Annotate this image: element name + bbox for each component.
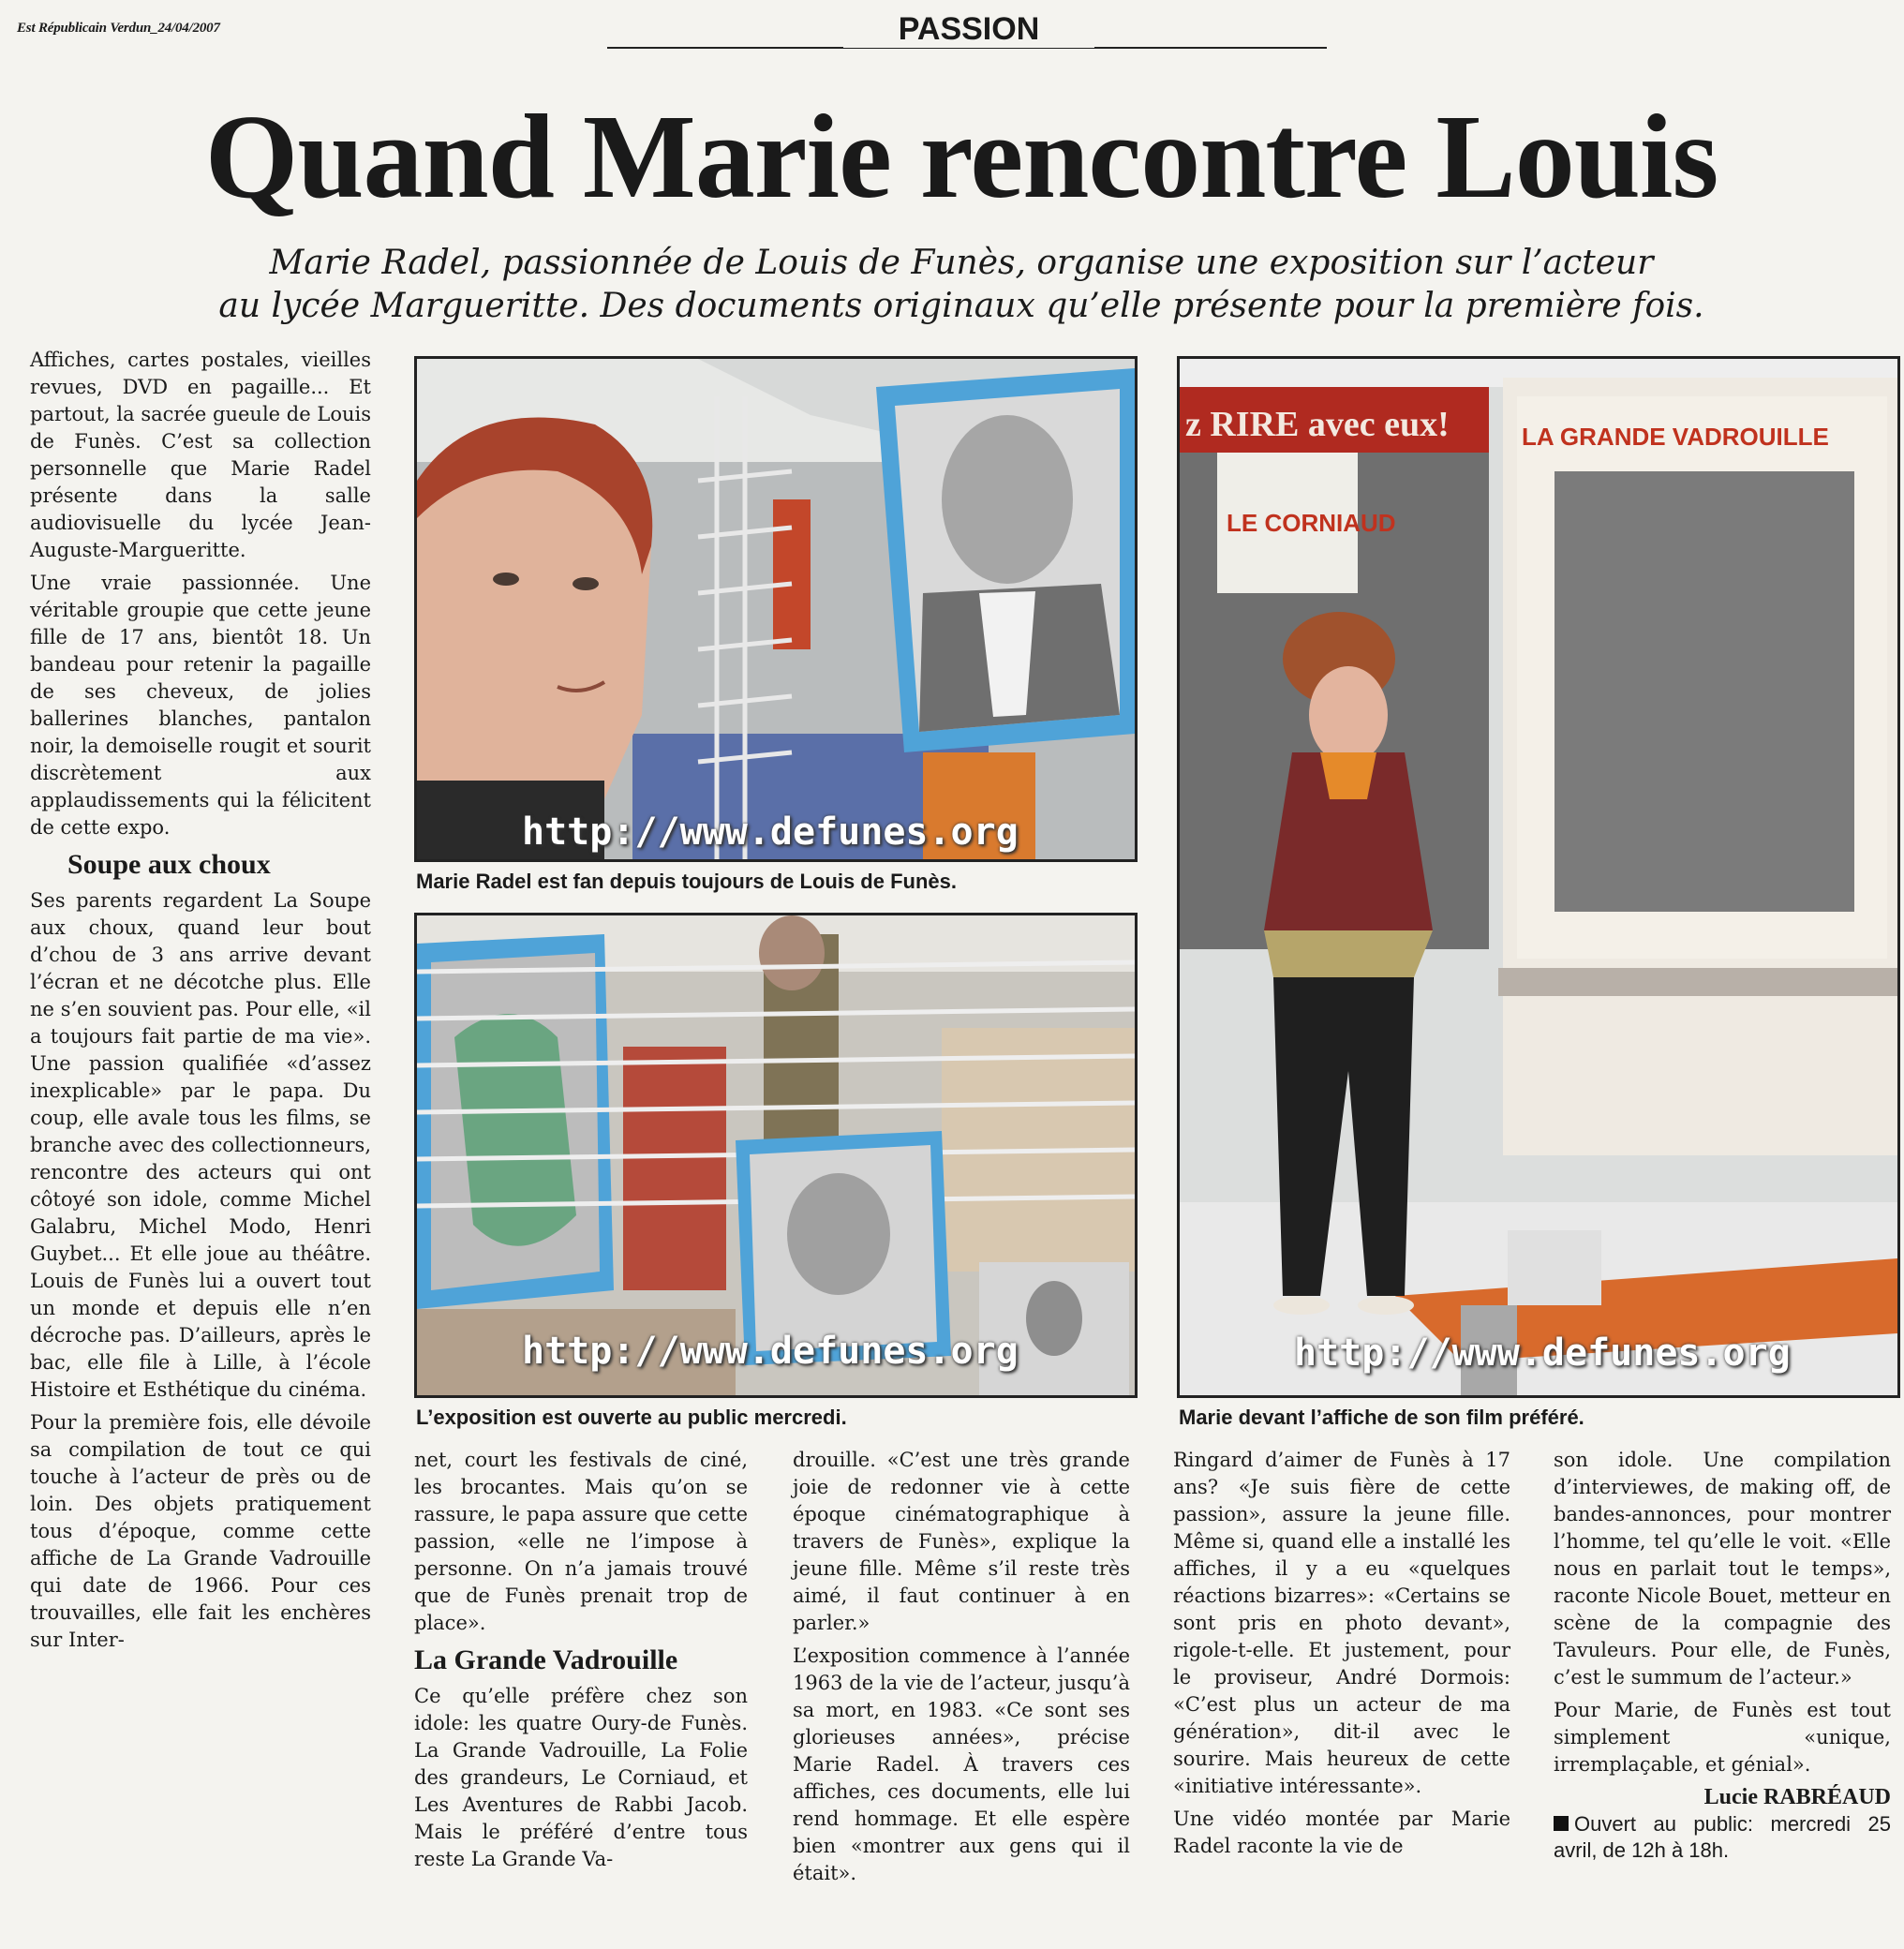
col1-paragraph-2: Une vraie passionnée. Une véritable groupie que cette jeune fille de 17 ans, bientôt 18. Un bandeau pour retenir la pagaille de ses cheveux, de jolies ballerines blanches, pantalon noir, la demoiselle rougit et sourit discrètement aux applaudissements qui la félicitent de cette expo. [30,572,371,839]
photo1-watermark: http://www.defunes.org [522,811,1019,854]
photo3-watermark: http://www.defunes.org [1294,1332,1791,1375]
col4-paragraph-1: Ringard d’aimer de Funès à 17 ans? «Je suis fière de cette passion», assure la jeune fille. Même si, quand elle a installé les affiches, il y a eu «quelques réactions bizarres»: «Certains se sont pris en photo devant», rigole-t-elle. Et justement, pour le proviseur, André Dormois: «C’est plus un acteur de ma génération», dit-il avec le sourire. Mais heureux de cette «initiative intéressante». [1173,1449,1510,1797]
photo2-caption: L’exposition est ouverte au public mercredi. [416,1406,847,1429]
author-signature: Lucie RABRÉAUD [1703,1785,1891,1809]
source-line: Est Républicain Verdun_24/04/2007 [17,21,220,36]
col2-paragraph-1: net, court les festivals de ciné, les brocantes. Mais qu’on se rassure, le papa assure que cette passion, «elle ne l’impose à personne. On n’a jamais trouvé que de Funès prenait trop de place». [414,1449,748,1634]
photo-marie-portrait-image [417,359,1135,859]
chapeau-line-1: Marie Radel, passionnée de Louis de Funès, organise une exposition sur l’acteur [269,244,1654,282]
photo1-caption: Marie Radel est fan depuis toujours de Louis de Funès. [416,870,957,893]
rubric-label: PASSION [843,11,1094,48]
col3-paragraph-2: L’exposition commence à l’année 1963 de la vie de l’acteur, jusqu’à sa mort, en 1983. «Ce sont ses glorieuses années», précise Marie Radel. À travers ces affiches, ces documents, elle lui rend hommage. Et elle espère bien «montrer aux gens qui il était». [793,1644,1130,1884]
poster-left-banner: z RIRE avec eux! [1185,405,1450,444]
poster-left-title: LE CORNIAUD [1227,509,1396,537]
practical-info [1554,1811,1891,1864]
column-3 [793,1447,1130,1893]
column-5 [1554,1447,1891,1864]
photo-marie-portrait [414,356,1138,862]
photo-exhibition [414,913,1138,1398]
headline: Quand Marie rencontre Louis [204,90,1718,223]
photo3-caption: Marie devant l’affiche de son film préféré. [1179,1406,1584,1429]
col1-paragraph-4: Pour la première fois, elle dévoile sa compilation de tout ce qui touche à l’acteur de près ou de loin. Des objets pratiquement tous d’époque, comme cette affiche de La Grande Vadrouille qui date de 1966. Pour ces trouvailles, elle fait les enchères sur Inter- [30,1411,371,1651]
photo-exhibition-image [417,915,1135,1395]
column-4 [1173,1447,1510,1866]
photo-marie-poster [1177,356,1900,1398]
chapeau-line-2: au lycée Margueritte. Des documents originaux qu’elle présente pour la première fois. [218,287,1704,325]
chapeau [37,242,1885,328]
column-1 [30,347,371,1659]
column-2 [414,1447,748,1879]
square-bullet-icon [1554,1816,1569,1831]
col2-subhead: La Grande Vadrouille [414,1644,678,1675]
photo2-watermark: http://www.defunes.org [522,1330,1019,1373]
col1-subhead: Soupe aux choux [67,849,271,880]
poster-right-title: LA GRANDE VADROUILLE [1522,423,1829,451]
col5-paragraph-2: Pour Marie, de Funès est tout simplement «unique, irremplaçable, et génial». [1554,1699,1891,1776]
col5-paragraph-1: son idole. Une compilation d’interviewes, de making off, de bandes-annonces, pour montrer l’homme, tel qu’elle le voit. «Elle nous en parlait tout le temps», raconte Nicole Bouet, metteur en scène de la compagnie des Tavuleurs. Pour elle, de Funès, c’est le summum de l’acteur.» [1554,1449,1891,1689]
col2-paragraph-2: Ce qu’elle préfère chez son idole: les quatre Oury-de Funès. La Grande Vadrouille, La Folie des grandeurs, Le Corniaud, et Les Aventures de Rabbi Jacob. Mais le préféré d’entre tous reste La Grande Va- [414,1685,748,1870]
col4-paragraph-2: Une vidéo montée par Marie Radel raconte la vie de [1173,1808,1510,1857]
col1-paragraph-1: Affiches, cartes postales, vieilles revues, DVD en pagaille... Et partout, la sacrée gueule de Louis de Funès. C’est sa collection personnelle que Marie Radel présente dans la salle audiovisuelle du lycée Jean-Auguste-Margueritte. [30,349,371,561]
col3-paragraph-1: drouille. «C’est une très grande joie de redonner vie à cette époque cinématographique à travers de Funès», explique la jeune fille. Même s’il reste très aimé, il faut continuer à en parler.» [793,1449,1130,1634]
practical-info-text: Ouvert au public: mercredi 25 avril, de 12h à 18h. [1554,1812,1891,1862]
col1-paragraph-3: Ses parents regardent La Soupe aux choux, quand leur bout d’chou de 3 ans arrive devant l’écran et ne décotche plus. Elle ne s’en souvient pas. Pour elle, «il a toujours fait partie de ma vie». Une passion qualifiée «d’assez inexplicable» par le papa. Du coup, elle avale tous les films, se branche avec des collectionneurs, rencontre des acteurs qui ont côtoyé son idole, comme Michel Galabru, Michel Modo, Henri Guybet... Et elle joue au théâtre. Louis de Funès lui a ouvert tout un monde et depuis elle n’en décroche pas. D’ailleurs, après le bac, elle file à Lille, à l’école Histoire et Esthétique du cinéma. [30,889,371,1401]
